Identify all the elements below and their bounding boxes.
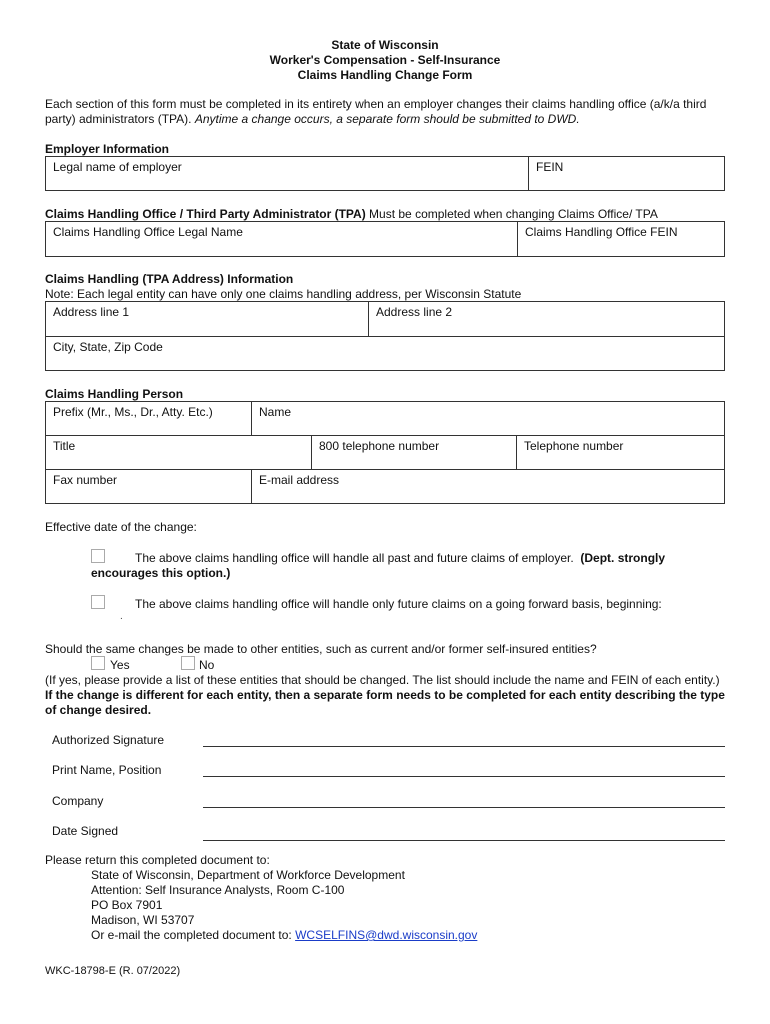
return-intro: Please return this completed document to:: [45, 853, 270, 867]
fax-label: Fax number: [53, 473, 118, 487]
tel800-label: 800 telephone number: [319, 439, 440, 453]
other-entities-question: Should the same changes be made to other entities, such as current and/or former self-insured entities?: [45, 642, 597, 656]
return-line1: State of Wisconsin, Department of Workforce Development: [91, 868, 405, 882]
print-name-label: Print Name, Position: [52, 763, 162, 777]
return-line2: Attention: Self Insurance Analysts, Room C-100: [91, 883, 345, 897]
name-field[interactable]: [251, 401, 725, 436]
no-label: No: [199, 658, 215, 672]
header-state: State of Wisconsin: [331, 38, 439, 52]
option-future-claims-checkbox[interactable]: [91, 595, 105, 609]
title-field[interactable]: [45, 435, 312, 470]
date-signed-line[interactable]: [203, 840, 725, 841]
effective-date-label: Effective date of the change:: [45, 520, 197, 534]
address-line2-label: Address line 2: [376, 305, 453, 319]
employer-legal-name-field[interactable]: [45, 156, 529, 191]
intro-text: Each section of this form must be completed in its entirety when an employer changes their claims handling office (a/k/a third party) administrators (TPA).: [45, 97, 707, 126]
return-line4: Madison, WI 53707: [91, 913, 195, 927]
section-tpa-note: Must be completed when changing Claims Office/ TPA: [369, 207, 658, 221]
address-line2-field[interactable]: [368, 301, 725, 337]
section-tpa-title: Claims Handling Office / Third Party Administrator (TPA): [45, 207, 366, 221]
header-program: Worker's Compensation - Self-Insurance: [269, 53, 501, 67]
no-checkbox[interactable]: [181, 656, 195, 670]
email-label: E-mail address: [259, 473, 340, 487]
intro-italic: Anytime a change occurs, a separate form should be submitted to DWD.: [194, 112, 580, 126]
option-all-claims-bold-b: encourages this option.): [91, 566, 231, 580]
company-line[interactable]: [203, 807, 725, 808]
yes-checkbox[interactable]: [91, 656, 105, 670]
section-person-title: Claims Handling Person: [45, 387, 184, 401]
option-all-claims-label: The above claims handling office will handle all past and future claims of employer.: [135, 551, 574, 565]
option-future-claims-dot: .: [120, 611, 123, 622]
tpa-fein-label: Claims Handling Office FEIN: [525, 225, 678, 239]
section-employer-title: Employer Information: [45, 142, 170, 156]
section-tpa-heading: [45, 207, 658, 221]
other-entities-explain-text: (If yes, please provide a list of these entities that should be changed. The list should include the name and FEIN of each entity.): [45, 673, 720, 687]
section-address-title: Claims Handling (TPA Address) Information: [45, 272, 294, 286]
tpa-legal-name-label: Claims Handling Office Legal Name: [53, 225, 243, 239]
telephone-label: Telephone number: [524, 439, 624, 453]
prefix-label: Prefix (Mr., Ms., Dr., Atty. Etc.): [53, 405, 213, 419]
employer-fein-label: FEIN: [536, 160, 564, 174]
form-header: [0, 38, 770, 83]
date-signed-label: Date Signed: [52, 824, 119, 838]
return-email-line: [91, 928, 477, 943]
email-field[interactable]: [251, 469, 725, 504]
return-email-prefix: Or e-mail the completed document to:: [91, 928, 292, 942]
telephone-field[interactable]: [516, 435, 725, 470]
company-label: Company: [52, 794, 104, 808]
address-line1-field[interactable]: [45, 301, 369, 337]
intro-paragraph: [45, 97, 725, 127]
authorized-signature-line[interactable]: [203, 746, 725, 747]
return-line3: PO Box 7901: [91, 898, 163, 912]
employer-legal-name-label: Legal name of employer: [53, 160, 182, 174]
fax-field[interactable]: [45, 469, 252, 504]
section-address-note: Note: Each legal entity can have only one claims handling address, per Wisconsin Statute: [45, 287, 522, 301]
address-line1-label: Address line 1: [53, 305, 130, 319]
employer-fein-field[interactable]: [528, 156, 725, 191]
city-state-zip-field[interactable]: [45, 336, 725, 371]
print-name-line[interactable]: [203, 776, 725, 777]
header-form-title: Claims Handling Change Form: [297, 68, 473, 82]
city-state-zip-label: City, State, Zip Code: [53, 340, 163, 354]
title-label: Title: [53, 439, 76, 453]
option-all-claims-text: [91, 551, 731, 581]
name-label: Name: [259, 405, 292, 419]
tpa-fein-field[interactable]: [517, 221, 725, 257]
authorized-signature-label: Authorized Signature: [52, 733, 165, 747]
tpa-legal-name-field[interactable]: [45, 221, 518, 257]
option-future-claims-label: The above claims handling office will handle only future claims on a going forward basis, beginning:: [135, 597, 662, 611]
other-entities-explanation: [45, 673, 725, 718]
tel800-field[interactable]: [311, 435, 517, 470]
return-email-link[interactable]: WCSELFINS@dwd.wisconsin.gov: [295, 928, 478, 942]
prefix-field[interactable]: [45, 401, 252, 436]
yes-label: Yes: [110, 658, 130, 672]
return-address-block: [91, 868, 477, 943]
option-all-claims-bold-a: (Dept. strongly: [580, 551, 666, 565]
form-id: WKC-18798-E (R. 07/2022): [45, 965, 181, 977]
other-entities-explain-bold: If the change is different for each entity, then a separate form needs to be completed for each entity describing the type of change desired.: [45, 688, 725, 717]
